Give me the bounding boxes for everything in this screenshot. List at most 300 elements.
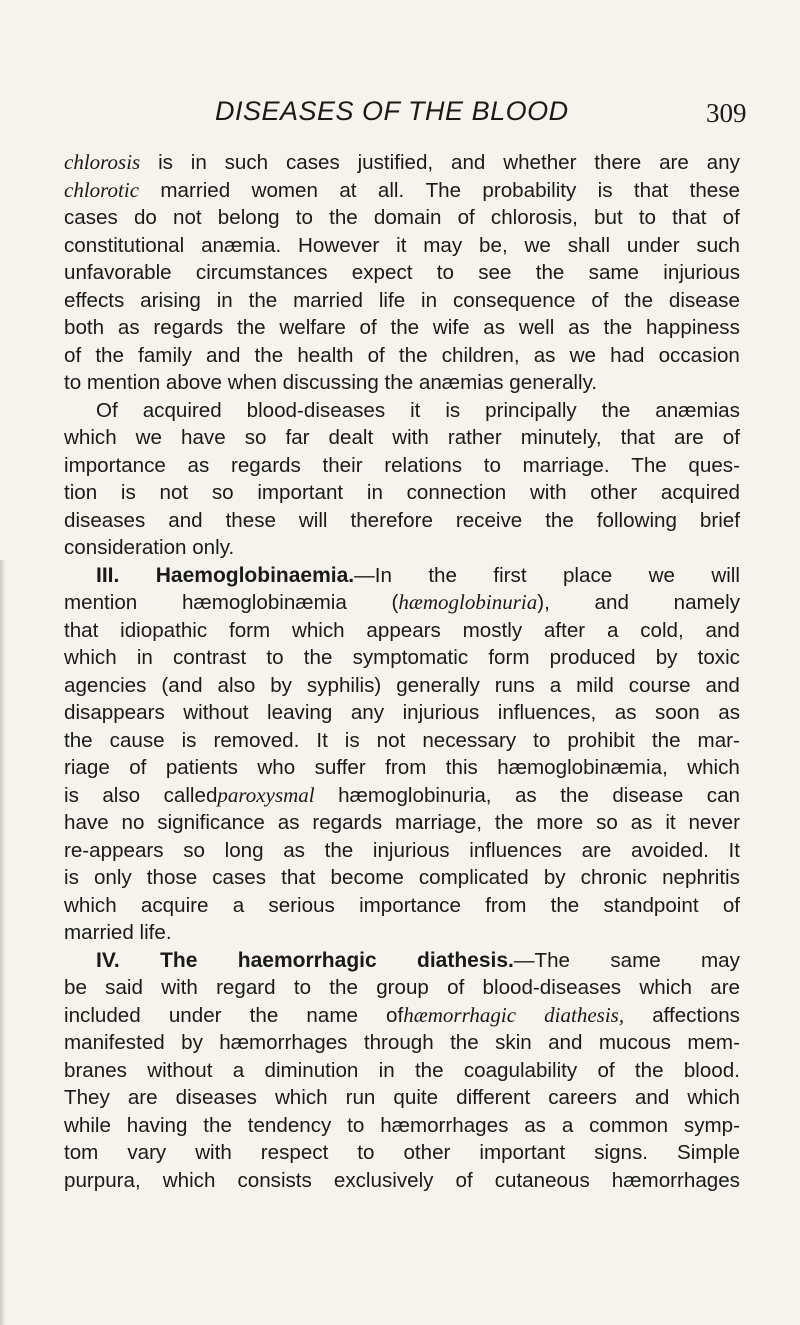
- word-run: it: [410, 398, 421, 422]
- word-run: not: [376, 728, 406, 752]
- word: [639, 974, 692, 1002]
- word: [367, 479, 383, 507]
- word-run: the: [535, 261, 565, 284]
- word-run: However: [298, 233, 380, 257]
- word: [655, 397, 740, 425]
- word: [216, 974, 276, 1002]
- word: [663, 259, 740, 287]
- word: [147, 1057, 212, 1085]
- word-run: from: [485, 893, 527, 917]
- word: [188, 452, 210, 480]
- word-run: the: [560, 783, 589, 807]
- word: [322, 452, 362, 480]
- word: [374, 204, 442, 232]
- word-run: a: [561, 1113, 574, 1137]
- word-run: (: [391, 591, 399, 614]
- word-run: injurious: [372, 838, 450, 862]
- word-run: and: [634, 1086, 670, 1109]
- word: [329, 204, 358, 232]
- word: [296, 204, 313, 232]
- word-run: we: [135, 426, 162, 449]
- word: [610, 947, 660, 975]
- word: [652, 727, 681, 755]
- word-run: with: [161, 976, 198, 999]
- word: [347, 1112, 364, 1140]
- word-run: dealt: [328, 426, 374, 449]
- word-run: occasion: [658, 343, 740, 367]
- word-run: paroxysmal: [217, 782, 315, 807]
- word-run: a: [232, 1058, 245, 1082]
- word: [278, 809, 300, 837]
- word-run: and: [451, 151, 486, 174]
- word-run: in: [136, 646, 153, 669]
- word: [495, 809, 524, 837]
- word: [723, 892, 740, 920]
- text-run: married life.: [64, 921, 172, 944]
- word-run: anæmias: [655, 398, 740, 422]
- word-run: in: [378, 1058, 395, 1082]
- word-run: any: [706, 151, 740, 174]
- word-run: far: [285, 426, 310, 449]
- word-run: having: [126, 1113, 188, 1137]
- word-run: hæmoglobinuria: [398, 590, 538, 614]
- word: [297, 342, 353, 370]
- word: [268, 892, 334, 920]
- text-line: [64, 507, 740, 535]
- word: [166, 754, 238, 782]
- word: [304, 644, 333, 672]
- section-heading-word: III.: [96, 563, 120, 587]
- word-run: tion: [64, 481, 98, 504]
- word-run: skin: [495, 1031, 532, 1054]
- word: [64, 1139, 98, 1167]
- word-run: other: [590, 481, 638, 504]
- word: [581, 864, 647, 892]
- text-line: [64, 892, 740, 920]
- word: [568, 314, 590, 342]
- word-run: married: [293, 288, 363, 312]
- word: [453, 287, 576, 315]
- word: [463, 617, 523, 645]
- word-run: therefore: [350, 508, 433, 532]
- word: [233, 892, 244, 920]
- word: [129, 754, 146, 782]
- word: [393, 1084, 438, 1112]
- word-run: toxic: [697, 646, 740, 669]
- word-run: who: [257, 756, 296, 779]
- word-run: children,: [441, 343, 520, 367]
- word: [225, 149, 269, 177]
- running-head: DISEASES OF THE BLOOD: [215, 96, 569, 126]
- word: [696, 232, 740, 260]
- word: [316, 727, 327, 755]
- word-run: see: [478, 261, 512, 284]
- word-run: to: [357, 1141, 375, 1164]
- word: [597, 507, 677, 535]
- word-run: importance: [359, 893, 461, 917]
- word-run: runs: [494, 673, 535, 697]
- word: [396, 672, 480, 700]
- word-run: The: [425, 178, 462, 202]
- word: [621, 424, 655, 452]
- word: [329, 424, 374, 452]
- word-run: the: [603, 316, 633, 339]
- word: [307, 672, 381, 700]
- word: [396, 232, 406, 260]
- section-heading-word: IV.: [96, 948, 120, 972]
- word: [674, 589, 740, 617]
- word-run: influences: [469, 838, 562, 862]
- word: [64, 754, 110, 782]
- word: [417, 947, 570, 975]
- word: [357, 1139, 374, 1167]
- word: [281, 864, 315, 892]
- word-run: of: [591, 288, 609, 312]
- word-run: of: [722, 893, 740, 917]
- word-run: women: [251, 178, 318, 202]
- word: [652, 1002, 740, 1030]
- word: [594, 149, 641, 177]
- word: [128, 1084, 158, 1112]
- text-line: [64, 1167, 740, 1195]
- word-run: disappears: [64, 701, 165, 724]
- word-run: exclusively: [333, 1168, 434, 1192]
- word-run: the: [324, 838, 354, 862]
- word-run: appears: [366, 618, 441, 642]
- word: [607, 617, 618, 645]
- word: [485, 892, 526, 920]
- word: [672, 204, 706, 232]
- word-run: necessary: [422, 728, 517, 752]
- word-run: with: [195, 1141, 232, 1164]
- word-run: importance: [64, 453, 166, 477]
- word: [298, 232, 379, 260]
- word: [707, 782, 740, 810]
- text-line: [64, 727, 740, 755]
- word-run: no: [121, 811, 145, 834]
- word: [64, 507, 145, 535]
- word: [147, 864, 197, 892]
- word-run: injurious: [663, 261, 740, 284]
- word: [582, 837, 612, 865]
- word: [495, 1029, 532, 1057]
- word-run: called: [163, 783, 218, 807]
- word: [376, 974, 429, 1002]
- word-run: common: [589, 1113, 669, 1137]
- word: [286, 149, 340, 177]
- word-run: diminution: [264, 1058, 359, 1082]
- word: [334, 1167, 434, 1195]
- word-run: these: [225, 508, 276, 532]
- word: [687, 1029, 740, 1057]
- word-run: respect: [260, 1141, 329, 1164]
- word: [257, 754, 295, 782]
- word: [245, 424, 267, 452]
- word: [469, 837, 562, 865]
- word-run: also: [102, 783, 141, 807]
- word-run: is: [597, 178, 613, 202]
- word-run: which: [274, 1086, 328, 1109]
- word: [191, 149, 207, 177]
- word-run: complicated: [418, 866, 529, 889]
- word-run: the: [95, 343, 124, 367]
- word: [646, 314, 740, 342]
- word-run: as: [568, 316, 590, 339]
- word-run: long: [224, 838, 264, 862]
- word: [248, 1112, 332, 1140]
- word-run: injurious: [402, 701, 480, 724]
- word: [488, 644, 529, 672]
- word: [64, 589, 137, 617]
- word: [674, 424, 704, 452]
- word: [391, 314, 420, 342]
- word-run: to: [533, 728, 551, 752]
- word: [640, 617, 684, 645]
- word: [137, 644, 153, 672]
- word: [385, 754, 426, 782]
- word: [493, 562, 526, 590]
- word: [604, 314, 633, 342]
- word-run: significance: [157, 811, 265, 834]
- word: [589, 259, 639, 287]
- word-run: the: [303, 646, 333, 669]
- word: [612, 1167, 740, 1195]
- word: [160, 947, 197, 975]
- word: [203, 1112, 232, 1140]
- word: [711, 562, 740, 590]
- word: [723, 204, 740, 232]
- word-run: are: [673, 426, 704, 449]
- word-run: the: [203, 1113, 232, 1137]
- word: [706, 672, 740, 700]
- word: [729, 837, 740, 865]
- word: [169, 1002, 222, 1030]
- word: [358, 149, 434, 177]
- word-run: which: [687, 756, 740, 779]
- word: [548, 1084, 617, 1112]
- word-run: regards: [230, 453, 301, 477]
- word: [544, 864, 566, 892]
- word-run: blood-diseases: [246, 398, 386, 422]
- text-line: [64, 809, 740, 837]
- word-run: expect: [351, 261, 413, 284]
- text-line: [64, 974, 740, 1002]
- word: [479, 232, 508, 260]
- word: [283, 837, 305, 865]
- word: [64, 424, 117, 452]
- word-run: the: [624, 288, 654, 312]
- word-run: receive: [455, 508, 523, 532]
- word-run: place: [562, 563, 613, 587]
- word-run: and: [594, 591, 629, 614]
- text-run: consideration only.: [64, 536, 235, 559]
- word: [64, 1112, 111, 1140]
- word-run: syphilis): [306, 673, 382, 697]
- word-run: is: [64, 866, 79, 889]
- word-run: purpura,: [64, 1168, 141, 1192]
- word: [64, 204, 118, 232]
- word-run: affections: [652, 1003, 740, 1027]
- word: [442, 342, 520, 370]
- word: [599, 1029, 671, 1057]
- word: [450, 1029, 479, 1057]
- word: [64, 1002, 141, 1030]
- word: [447, 974, 464, 1002]
- word: [226, 507, 276, 535]
- word: [339, 177, 356, 205]
- word: [562, 1112, 573, 1140]
- text-line: [64, 782, 740, 810]
- text-line: [64, 259, 740, 287]
- word: [604, 892, 699, 920]
- word-run: branes: [64, 1058, 127, 1082]
- word: [421, 287, 437, 315]
- word: [345, 727, 360, 755]
- word: [143, 397, 222, 425]
- word-run: is: [181, 728, 197, 752]
- word: [377, 727, 406, 755]
- word-run: as: [277, 811, 300, 834]
- word-run: probability: [482, 178, 577, 202]
- word-run: unfavorable: [64, 261, 172, 284]
- word: [523, 452, 610, 480]
- word: [451, 149, 485, 177]
- word: [422, 727, 516, 755]
- word-run: of: [64, 343, 82, 367]
- word: [64, 1084, 110, 1112]
- word: [64, 149, 140, 177]
- word-run: form: [228, 618, 271, 642]
- word: [629, 672, 691, 700]
- word-run: ques-: [688, 453, 740, 477]
- word: [407, 479, 507, 507]
- word: [590, 479, 637, 507]
- word-run: is: [158, 151, 173, 174]
- word: [551, 892, 580, 920]
- word: [255, 342, 284, 370]
- word: [182, 589, 347, 617]
- word-run: both: [64, 316, 105, 339]
- text-line: [64, 1139, 740, 1167]
- word: [448, 424, 502, 452]
- word: [294, 974, 311, 1002]
- word: [156, 562, 392, 590]
- word-run: regard: [216, 976, 276, 999]
- word-run: the: [550, 893, 580, 917]
- word: [206, 342, 240, 370]
- word-run: acquired: [660, 481, 740, 504]
- word-run: that: [64, 618, 99, 642]
- word-run: as: [533, 343, 556, 367]
- word: [64, 452, 166, 480]
- text-line: [64, 644, 740, 672]
- word-run: have: [64, 811, 109, 834]
- word-run: same: [610, 948, 661, 972]
- word-run: cause: [109, 728, 165, 752]
- word-run: these: [689, 178, 740, 202]
- word-run: a: [606, 618, 619, 642]
- word-run: coagulability: [463, 1058, 578, 1082]
- word: [231, 452, 301, 480]
- word-run: that: [620, 426, 655, 449]
- word: [350, 507, 432, 535]
- word: [266, 644, 283, 672]
- word: [589, 1112, 668, 1140]
- word: [384, 452, 462, 480]
- word: [64, 342, 81, 370]
- word: [379, 1057, 395, 1085]
- word: [684, 1112, 740, 1140]
- word: [483, 314, 505, 342]
- word: [299, 507, 328, 535]
- word: [64, 809, 109, 837]
- word: [64, 974, 87, 1002]
- word: [315, 754, 366, 782]
- word: [196, 259, 328, 287]
- word-run: that: [633, 178, 669, 202]
- word-run: marriage.: [522, 453, 610, 477]
- word: [121, 479, 136, 507]
- word-run: hæmorrhages: [219, 1031, 348, 1054]
- word: [519, 314, 554, 342]
- word-run: tendency: [247, 1113, 332, 1137]
- word: [94, 864, 132, 892]
- word-run: which: [64, 426, 117, 449]
- text-line: [64, 617, 740, 645]
- word: [292, 617, 345, 645]
- text-line: [64, 204, 740, 232]
- word: [701, 947, 740, 975]
- word: [279, 314, 345, 342]
- word-run: which: [639, 976, 692, 999]
- word: [368, 342, 385, 370]
- word: [698, 727, 740, 755]
- text-line: [64, 149, 740, 177]
- word-run: mild: [576, 673, 614, 697]
- text-line: [64, 1057, 740, 1085]
- word-run: life: [378, 288, 406, 312]
- word-run: as: [524, 1113, 546, 1137]
- word-run: as: [117, 316, 140, 339]
- word-run: are: [710, 976, 740, 999]
- word: [158, 149, 173, 177]
- word: [247, 397, 386, 425]
- word-run: serious: [268, 893, 335, 917]
- word-run: The: [631, 453, 667, 477]
- word: [485, 397, 577, 425]
- word-run: mem-: [687, 1031, 740, 1054]
- word-run: and: [705, 618, 740, 642]
- word-run: of: [455, 1168, 473, 1192]
- word: [536, 809, 583, 837]
- word-run: and: [206, 343, 241, 367]
- word-run: as: [283, 838, 305, 862]
- word-run: relations: [384, 453, 463, 477]
- word-run: consequence: [452, 288, 576, 312]
- word-run: whether: [503, 151, 577, 174]
- word-run: It: [316, 728, 328, 752]
- word-run: constitutional: [64, 233, 185, 257]
- text-line: [64, 589, 740, 617]
- word: [360, 314, 377, 342]
- word: [595, 589, 629, 617]
- word-run: circumstances: [195, 261, 328, 284]
- word-run: regards: [153, 316, 224, 339]
- text-line: [64, 919, 740, 947]
- text-line: [64, 424, 740, 452]
- word-run: well: [518, 316, 555, 339]
- word: [64, 287, 124, 315]
